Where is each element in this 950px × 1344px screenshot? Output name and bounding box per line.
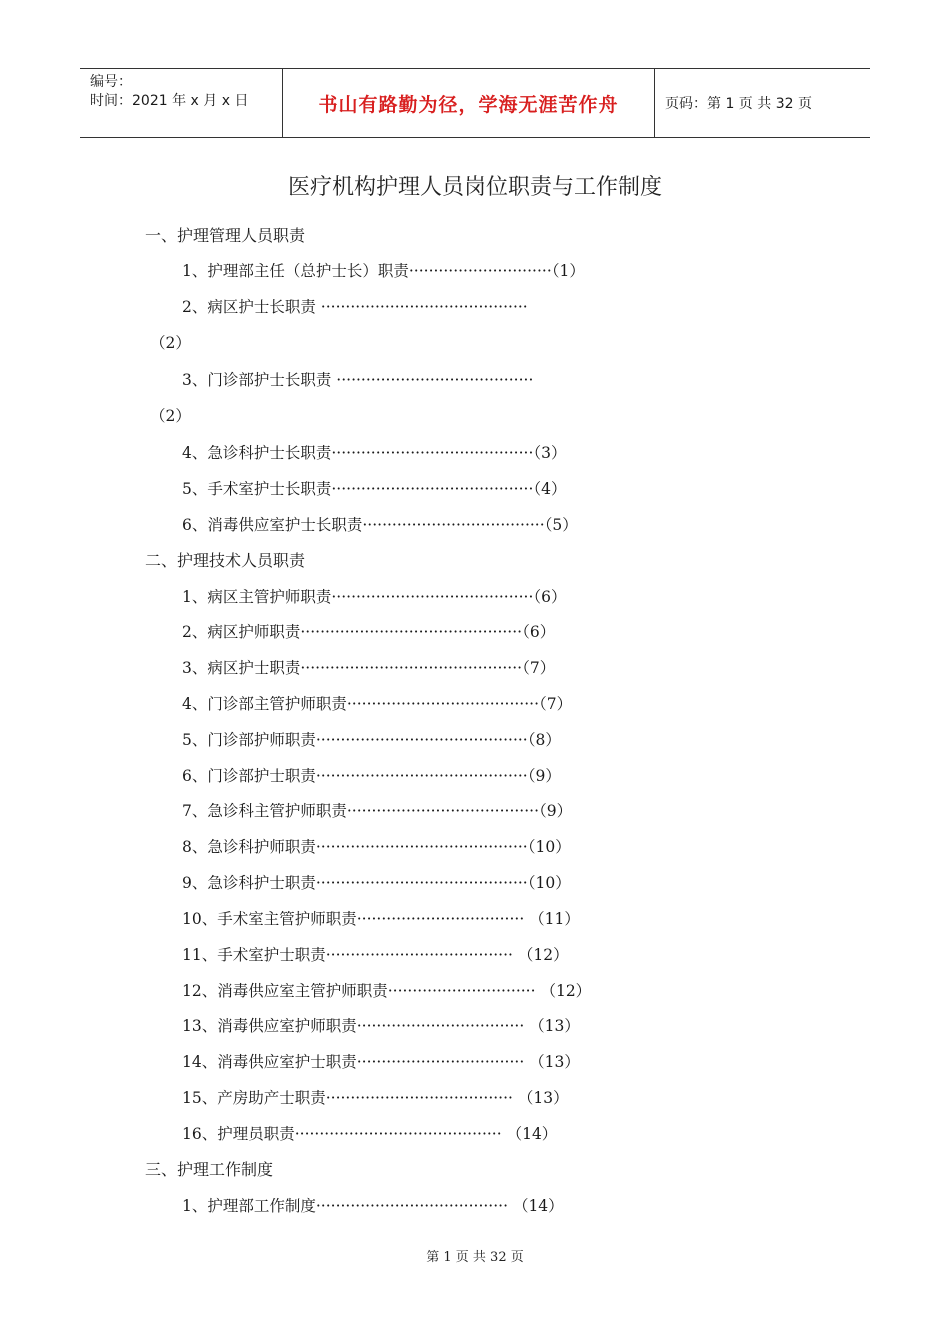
toc-entry: 2、病区护师职责·············································（6） bbox=[182, 623, 556, 641]
toc-entry: 6、消毒供应室护士长职责·····································（5） bbox=[182, 516, 578, 534]
toc-entry: 2、病区护士长职责 ·········································· bbox=[182, 298, 528, 316]
toc-entry: 16、护理员职责·········································· （14） bbox=[182, 1125, 558, 1143]
header-motto-cell bbox=[282, 69, 655, 137]
toc-entry: 5、门诊部护师职责···········································（8） bbox=[182, 731, 561, 749]
document-number-label: 编号： bbox=[90, 74, 132, 90]
toc-entry: 3、门诊部护士长职责 ········································ bbox=[182, 371, 534, 389]
document-title: 医疗机构护理人员岗位职责与工作制度 bbox=[287, 175, 662, 200]
toc-entry: 7、急诊科主管护师职责·······································（9） bbox=[182, 802, 573, 820]
toc-entry: 6、门诊部护士职责···········································（9） bbox=[182, 767, 561, 785]
toc-entry: 5、手术室护士长职责·········································（4） bbox=[182, 480, 567, 498]
toc-entry-page: （2） bbox=[150, 334, 191, 352]
page-header bbox=[80, 68, 870, 138]
toc-entry: 10、手术室主管护师职责·································· （11） bbox=[182, 910, 580, 928]
toc-entry: 1、护理部工作制度······································· （14） bbox=[182, 1197, 564, 1215]
toc-entry: 4、门诊部主管护师职责·······································（7） bbox=[182, 695, 573, 713]
toc-entry: 12、消毒供应室主管护师职责······························ （12） bbox=[182, 982, 592, 1000]
header-motto: 书山有路勤为径，学海无涯苦作舟 bbox=[318, 93, 619, 116]
toc-entry: 8、急诊科护师职责···········································（10） bbox=[182, 838, 571, 856]
toc-entry: 4、急诊科护士长职责·········································（3） bbox=[182, 444, 567, 462]
toc-entry: 15、产房助产士职责······································ （13） bbox=[182, 1089, 569, 1107]
toc-entry: 1、护理部主任（总护士长）职责·····························（1） bbox=[182, 262, 585, 280]
toc-entry: 9、急诊科护士职责···········································（10） bbox=[182, 874, 571, 892]
toc-entry: 3、病区护士职责·············································（7） bbox=[182, 659, 556, 677]
toc-entry: 1、病区主管护师职责·········································（6） bbox=[182, 588, 567, 606]
page-footer: 第 1 页 共 32 页 bbox=[426, 1250, 524, 1265]
toc-section-heading: 二、护理技术人员职责 bbox=[145, 551, 306, 570]
toc-entry: 11、手术室护士职责······································ （12） bbox=[182, 946, 569, 964]
toc-entry: 14、消毒供应室护士职责·································· （13） bbox=[182, 1053, 580, 1071]
toc-entry-page: （2） bbox=[150, 407, 191, 425]
toc-entry: 13、消毒供应室护师职责·································· （13） bbox=[182, 1017, 580, 1035]
document-date-label: 时间：2021 年 x 月 x 日 bbox=[90, 93, 249, 109]
header-meta bbox=[80, 69, 282, 137]
toc-section-heading: 三、护理工作制度 bbox=[145, 1160, 274, 1179]
toc-section-heading: 一、护理管理人员职责 bbox=[145, 226, 306, 245]
header-page-info: 页码：第 1 页 共 32 页 bbox=[665, 96, 812, 112]
